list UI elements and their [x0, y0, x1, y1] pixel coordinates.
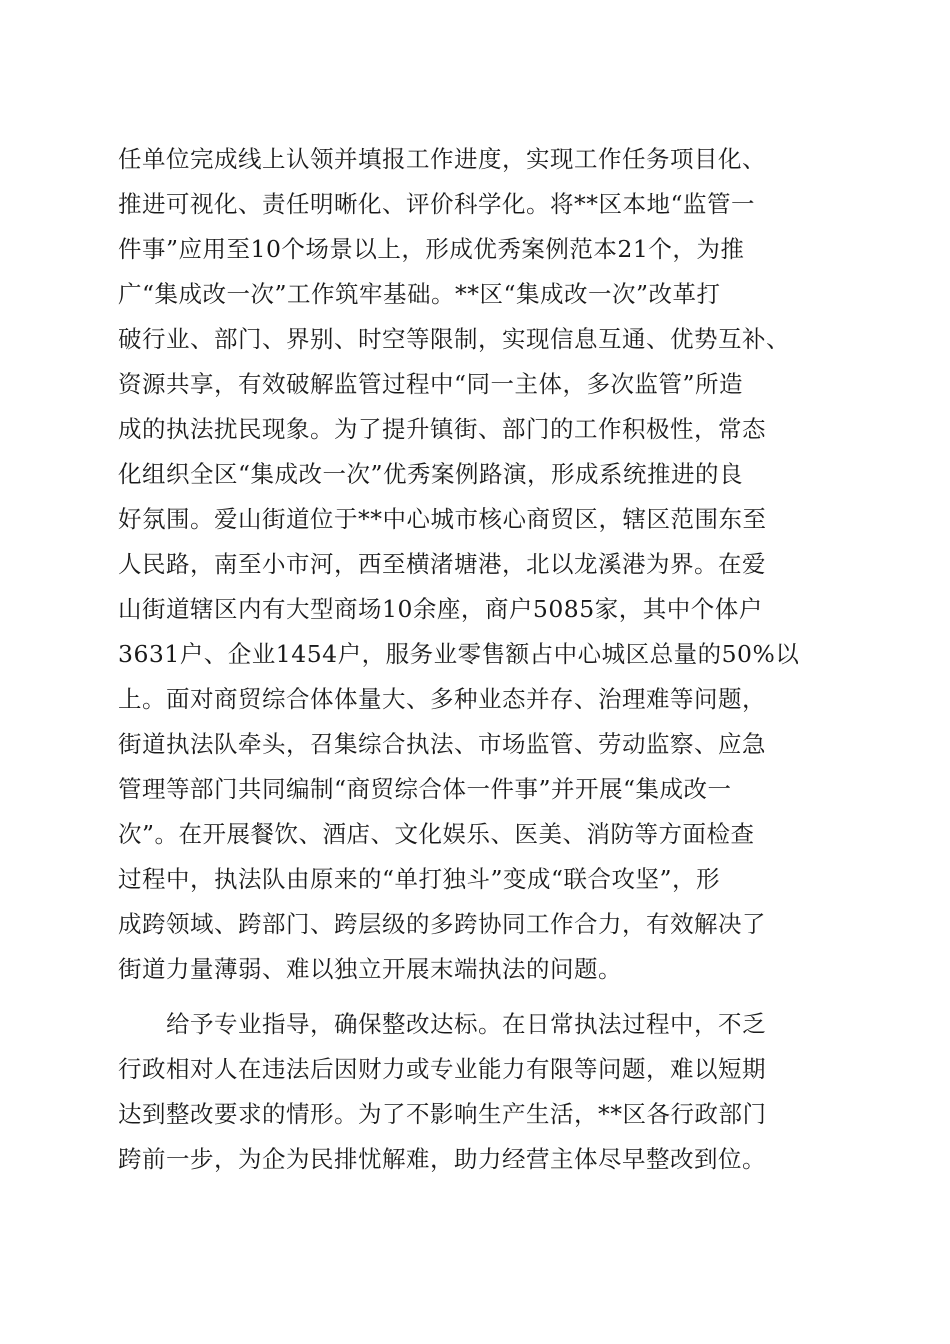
paragraph-line: 次”。在开展餐饮、酒店、文化娱乐、医美、消防等方面检查 — [118, 820, 755, 848]
paragraph-line: 街道力量薄弱、难以独立开展末端执法的问题。 — [118, 955, 622, 983]
paragraph-line: 行政相对人在违法后因财力或专业能力有限等问题，难以短期 — [118, 1055, 766, 1083]
paragraph-line: 资源共享，有效破解监管过程中“同一主体，多次监管”所造 — [118, 370, 744, 398]
paragraph-line: 给予专业指导，确保整改达标。在日常执法过程中，不乏 — [166, 1010, 766, 1038]
paragraph-line: 成的执法扰民现象。为了提升镇街、部门的工作积极性，常态 — [118, 415, 766, 443]
paragraph-line: 人民路，南至小市河，西至横渚塘港，北以龙溪港为界。在爱 — [118, 550, 766, 578]
paragraph-line: 3631户、企业1454户，服务业零售额占中心城区总量的50%以 — [118, 640, 800, 668]
paragraph-line: 推进可视化、责任明晰化、评价科学化。将**区本地“监管一 — [118, 190, 756, 218]
paragraph-line: 化组织全区“集成改一次”优秀案例路演，形成系统推进的良 — [118, 460, 744, 488]
paragraph-line: 达到整改要求的情形。为了不影响生产生活，**区各行政部门 — [118, 1100, 767, 1128]
paragraph-line: 破行业、部门、界别、时空等限制，实现信息互通、优势互补、 — [118, 325, 790, 353]
paragraph-line: 跨前一步，为企为民排忧解难，助力经营主体尽早整改到位。 — [118, 1145, 766, 1173]
paragraph-line: 件事”应用至10个场景以上，形成优秀案例范本21个，为推 — [118, 235, 745, 263]
paragraph-line: 过程中，执法队由原来的“单打独斗”变成“联合攻坚”，形 — [118, 865, 721, 893]
paragraph-line: 上。面对商贸综合体体量大、多种业态并存、治理难等问题， — [118, 685, 766, 713]
paragraph-line: 任单位完成线上认领并填报工作进度，实现工作任务项目化、 — [118, 145, 766, 173]
paragraph-line: 街道执法队牵头，召集综合执法、市场监管、劳动监察、应急 — [118, 730, 766, 758]
paragraph-line: 管理等部门共同编制“商贸综合体一件事”并开展“集成改一 — [118, 775, 732, 803]
paragraph-line: 好氛围。爱山街道位于**中心城市核心商贸区，辖区范围东至 — [118, 505, 767, 533]
paragraph-line: 广“集成改一次”工作筑牢基础。**区“集成改一次”改革打 — [118, 280, 721, 308]
paragraph-line: 成跨领域、跨部门、跨层级的多跨协同工作合力，有效解决了 — [118, 910, 766, 938]
paragraph-line: 山街道辖区内有大型商场10余座，商户5085家，其中个体户 — [118, 595, 763, 623]
